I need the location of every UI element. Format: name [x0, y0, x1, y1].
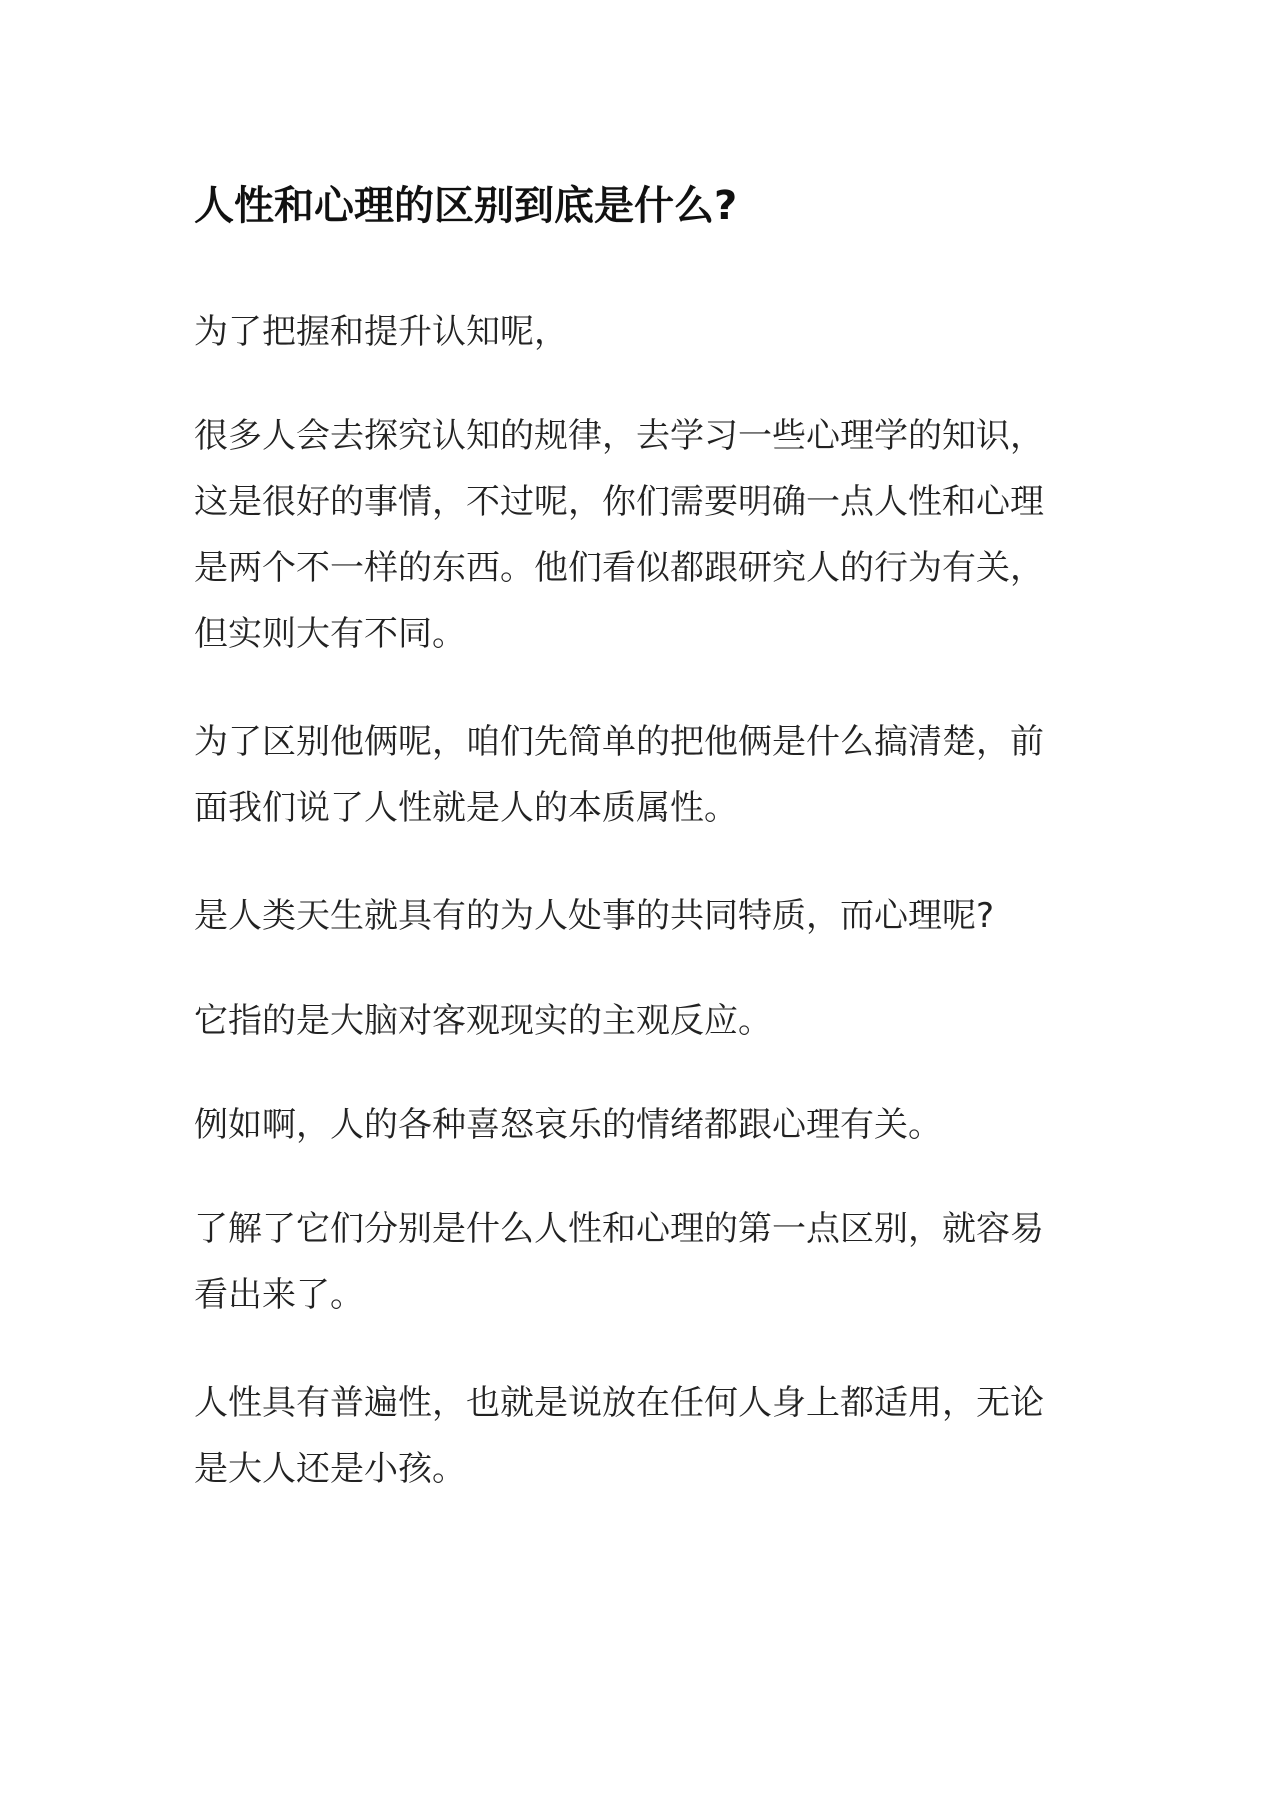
paragraph-line: 看出来了。	[194, 1275, 364, 1315]
paragraph-line: 人性具有普遍性，也就是说放在任何人身上都适用，无论	[194, 1383, 1044, 1423]
paragraph-6	[194, 1092, 942, 1158]
paragraph-line: 为了把握和提升认知呢，	[194, 312, 568, 352]
paragraph-1	[194, 299, 568, 365]
paragraph-4	[194, 883, 994, 949]
article-title: 人性和心理的区别到底是什么?	[194, 183, 738, 229]
paragraph-line: 这是很好的事情，不过呢，你们需要明确一点人性和心理	[194, 482, 1044, 522]
paragraph-line: 是人类天生就具有的为人处事的共同特质，而心理呢?	[194, 896, 995, 936]
paragraph-2	[194, 403, 1044, 667]
paragraph-7	[194, 1196, 1044, 1328]
paragraph-line: 了解了它们分别是什么人性和心理的第一点区别，就容易	[194, 1209, 1044, 1249]
article	[194, 178, 1094, 1489]
paragraph-line: 面我们说了人性就是人的本质属性。	[194, 788, 738, 828]
paragraph-line: 很多人会去探究认知的规律，去学习一些心理学的知识，	[194, 416, 1044, 456]
paragraph-line: 但实则大有不同。	[194, 614, 466, 654]
paragraph-line: 是大人还是小孩。	[194, 1449, 466, 1489]
paragraph-3	[194, 709, 1044, 841]
paragraph-line: 它指的是大脑对客观现实的主观反应。	[194, 1001, 772, 1041]
paragraph-line: 为了区别他俩呢，咱们先简单的把他俩是什么搞清楚，前	[194, 722, 1044, 762]
paragraph-5	[194, 988, 772, 1054]
paragraph-line: 是两个不一样的东西。他们看似都跟研究人的行为有关，	[194, 548, 1044, 588]
paragraph-8	[194, 1370, 1044, 1502]
paragraph-line: 例如啊，人的各种喜怒哀乐的情绪都跟心理有关。	[194, 1105, 942, 1145]
